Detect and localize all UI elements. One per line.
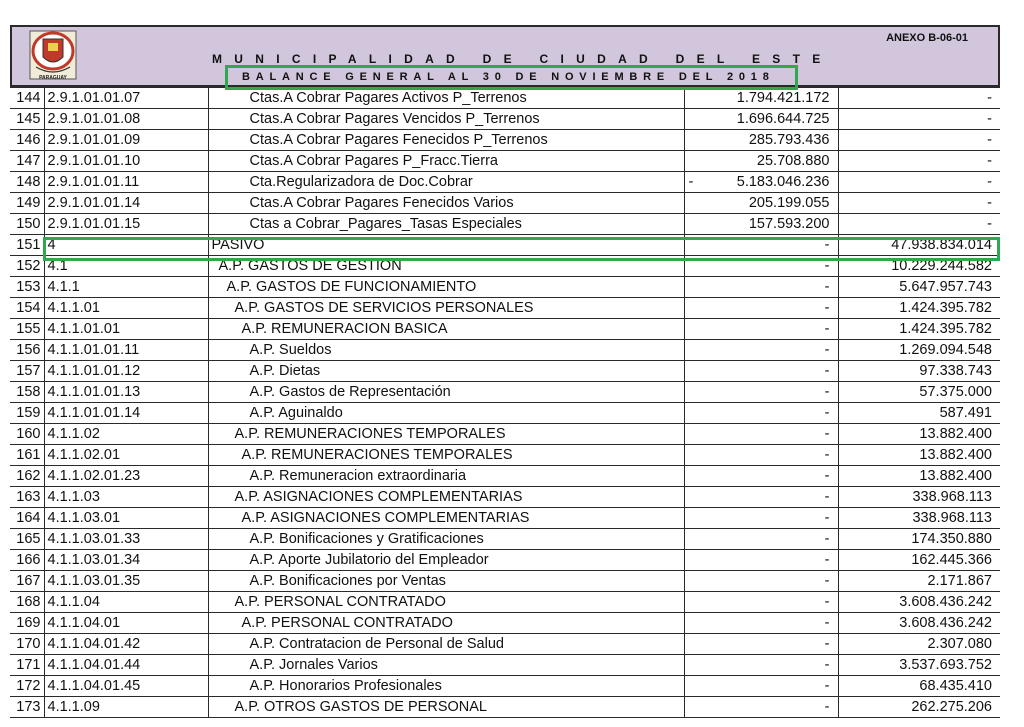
row-number: 152 — [10, 256, 44, 277]
account-description: A.P. Jornales Varios — [208, 655, 684, 676]
row-number: 166 — [10, 550, 44, 571]
debit-amount — [684, 172, 838, 193]
svg-text:PARAGUAY: PARAGUAY — [39, 75, 67, 81]
credit-amount: - — [838, 151, 1000, 172]
debit-value: - — [824, 594, 830, 610]
debit-value: 157.593.200 — [748, 216, 830, 232]
account-code: 4.1.1.01.01.14 — [44, 403, 208, 424]
debit-amount — [684, 508, 838, 529]
credit-amount: 13.882.400 — [838, 466, 1000, 487]
account-code: 4.1.1.03.01.33 — [44, 529, 208, 550]
account-code: 4.1.1.01 — [44, 298, 208, 319]
table-row — [10, 361, 1000, 382]
account-code: 2.9.1.01.01.08 — [44, 109, 208, 130]
account-description: A.P. Aguinaldo — [208, 403, 684, 424]
debit-value: - — [824, 405, 830, 421]
debit-amount — [684, 403, 838, 424]
account-description: A.P. PERSONAL CONTRATADO — [208, 613, 684, 634]
row-number: 157 — [10, 361, 44, 382]
account-description: A.P. REMUNERACIONES TEMPORALES — [208, 424, 684, 445]
account-code: 4.1.1.01.01.13 — [44, 382, 208, 403]
table-row — [10, 424, 1000, 445]
credit-amount: 3.537.693.752 — [838, 655, 1000, 676]
account-code: 4.1.1.02.01.23 — [44, 466, 208, 487]
account-code: 4.1.1.04 — [44, 592, 208, 613]
credit-amount: 5.647.957.743 — [838, 277, 1000, 298]
debit-amount — [684, 529, 838, 550]
debit-value: 25.708.880 — [756, 153, 830, 169]
annex-code: ANEXO B-06-01 — [886, 32, 968, 44]
account-description: Ctas.A Cobrar Pagares Vencidos P_Terrenos — [208, 109, 684, 130]
municipal-coat-of-arms-logo — [28, 29, 78, 83]
row-number: 155 — [10, 319, 44, 340]
credit-amount: 13.882.400 — [838, 424, 1000, 445]
table-row — [10, 550, 1000, 571]
table-row — [10, 466, 1000, 487]
debit-value: - — [824, 678, 830, 694]
debit-value: - — [824, 363, 830, 379]
account-code: 4.1.1.02.01 — [44, 445, 208, 466]
row-number: 154 — [10, 298, 44, 319]
credit-amount: - — [838, 172, 1000, 193]
credit-amount: 338.968.113 — [838, 487, 1000, 508]
account-code: 2.9.1.01.01.09 — [44, 130, 208, 151]
debit-value: - — [824, 321, 830, 337]
account-code: 4.1.1.04.01 — [44, 613, 208, 634]
debit-value: - — [824, 699, 830, 715]
table-row — [10, 298, 1000, 319]
table-row — [10, 697, 1000, 718]
debit-value: - — [824, 489, 830, 505]
report-subtitle: BALANCE GENERAL AL 30 DE NOVIEMBRE DEL 2018 — [242, 71, 775, 83]
credit-amount: 2.171.867 — [838, 571, 1000, 592]
debit-value: - — [824, 237, 830, 253]
account-code: 2.9.1.01.01.11 — [44, 172, 208, 193]
row-number: 167 — [10, 571, 44, 592]
account-code: 2.9.1.01.01.10 — [44, 151, 208, 172]
row-number: 147 — [10, 151, 44, 172]
account-code: 4.1 — [44, 256, 208, 277]
credit-amount: - — [838, 109, 1000, 130]
account-code: 2.9.1.01.01.15 — [44, 214, 208, 235]
row-number: 170 — [10, 634, 44, 655]
debit-value: - — [824, 447, 830, 463]
debit-value: - — [824, 342, 830, 358]
credit-amount: 97.338.743 — [838, 361, 1000, 382]
account-code: 4.1.1.03.01.34 — [44, 550, 208, 571]
row-number: 158 — [10, 382, 44, 403]
negative-sign: - — [688, 174, 694, 190]
credit-amount: 262.275.206 — [838, 697, 1000, 718]
debit-amount — [684, 214, 838, 235]
debit-value: - — [824, 573, 830, 589]
account-description: A.P. Gastos de Representación — [208, 382, 684, 403]
account-code: 2.9.1.01.01.07 — [44, 88, 208, 109]
debit-amount — [684, 382, 838, 403]
debit-value: 5.183.046.236 — [736, 174, 830, 190]
account-description: A.P. REMUNERACION BASICA — [208, 319, 684, 340]
account-description: Ctas a Cobrar_Pagares_Tasas Especiales — [208, 214, 684, 235]
highlight-pasivo-row-box — [43, 237, 1000, 261]
account-description: Ctas.A Cobrar Pagares Activos P_Terrenos — [208, 88, 684, 109]
account-description: A.P. REMUNERACIONES TEMPORALES — [208, 445, 684, 466]
account-code: 4 — [44, 235, 208, 256]
row-number: 165 — [10, 529, 44, 550]
credit-amount: 162.445.366 — [838, 550, 1000, 571]
row-number: 146 — [10, 130, 44, 151]
table-row — [10, 340, 1000, 361]
debit-amount — [684, 676, 838, 697]
table-row — [10, 592, 1000, 613]
row-number: 172 — [10, 676, 44, 697]
debit-value: 205.199.055 — [748, 195, 830, 211]
account-description: A.P. ASIGNACIONES COMPLEMENTARIAS — [208, 487, 684, 508]
table-row — [10, 403, 1000, 424]
debit-amount — [684, 487, 838, 508]
row-number: 171 — [10, 655, 44, 676]
row-number: 151 — [10, 235, 44, 256]
account-code: 4.1.1.02 — [44, 424, 208, 445]
credit-amount: 10.229.244.582 — [838, 256, 1000, 277]
credit-amount: 1.424.395.782 — [838, 298, 1000, 319]
account-code: 4.1.1.04.01.42 — [44, 634, 208, 655]
debit-amount — [684, 466, 838, 487]
account-code: 4.1.1.03.01 — [44, 508, 208, 529]
table-row — [10, 445, 1000, 466]
table-row — [10, 109, 1000, 130]
credit-amount: - — [838, 130, 1000, 151]
row-number: 148 — [10, 172, 44, 193]
debit-amount — [684, 424, 838, 445]
account-code: 4.1.1.01.01.11 — [44, 340, 208, 361]
account-code: 4.1.1.03.01.35 — [44, 571, 208, 592]
debit-amount — [684, 655, 838, 676]
table-row — [10, 487, 1000, 508]
account-description: A.P. GASTOS DE FUNCIONAMIENTO — [208, 277, 684, 298]
account-description: A.P. OTROS GASTOS DE PERSONAL — [208, 697, 684, 718]
table-row — [10, 172, 1000, 193]
account-code: 4.1.1.09 — [44, 697, 208, 718]
debit-value: - — [824, 426, 830, 442]
debit-value: 1.794.421.172 — [736, 90, 830, 106]
account-description: A.P. ASIGNACIONES COMPLEMENTARIAS — [208, 508, 684, 529]
debit-amount — [684, 571, 838, 592]
credit-amount: 587.491 — [838, 403, 1000, 424]
table-row — [10, 277, 1000, 298]
account-description: Cta.Regularizadora de Doc.Cobrar — [208, 172, 684, 193]
debit-amount — [684, 193, 838, 214]
debit-amount — [684, 634, 838, 655]
account-description: A.P. Remuneracion extraordinaria — [208, 466, 684, 487]
credit-amount: 338.968.113 — [838, 508, 1000, 529]
balance-table — [10, 87, 1000, 718]
row-number: 162 — [10, 466, 44, 487]
debit-amount — [684, 130, 838, 151]
row-number: 163 — [10, 487, 44, 508]
account-code: 4.1.1.01.01 — [44, 319, 208, 340]
debit-amount — [684, 88, 838, 109]
row-number: 145 — [10, 109, 44, 130]
debit-amount — [684, 697, 838, 718]
account-code: 4.1.1 — [44, 277, 208, 298]
row-number: 150 — [10, 214, 44, 235]
credit-amount: 1.424.395.782 — [838, 319, 1000, 340]
account-description: A.P. Sueldos — [208, 340, 684, 361]
table-row — [10, 529, 1000, 550]
row-number: 164 — [10, 508, 44, 529]
debit-amount — [684, 592, 838, 613]
table-row — [10, 508, 1000, 529]
account-description: A.P. GASTOS DE GESTION — [208, 256, 684, 277]
account-description: A.P. PERSONAL CONTRATADO — [208, 592, 684, 613]
row-number: 168 — [10, 592, 44, 613]
credit-amount: 2.307.080 — [838, 634, 1000, 655]
debit-value: - — [824, 615, 830, 631]
credit-amount: 47.938.834.014 — [838, 235, 1000, 256]
debit-value: - — [824, 531, 830, 547]
row-number: 173 — [10, 697, 44, 718]
row-number: 153 — [10, 277, 44, 298]
account-code: 2.9.1.01.01.14 — [44, 193, 208, 214]
credit-amount: 1.269.094.548 — [838, 340, 1000, 361]
row-number: 149 — [10, 193, 44, 214]
row-number: 160 — [10, 424, 44, 445]
debit-amount — [684, 340, 838, 361]
debit-amount — [684, 109, 838, 130]
table-row — [10, 676, 1000, 697]
debit-amount — [684, 319, 838, 340]
account-description: A.P. Dietas — [208, 361, 684, 382]
row-number: 169 — [10, 613, 44, 634]
table-row — [10, 634, 1000, 655]
table-row — [10, 130, 1000, 151]
table-row — [10, 88, 1000, 109]
account-description: A.P. Aporte Jubilatorio del Empleador — [208, 550, 684, 571]
debit-value: - — [824, 384, 830, 400]
debit-amount — [684, 613, 838, 634]
account-description: A.P. GASTOS DE SERVICIOS PERSONALES — [208, 298, 684, 319]
account-code: 4.1.1.03 — [44, 487, 208, 508]
debit-value: - — [824, 657, 830, 673]
account-description: PASIVO — [208, 235, 684, 256]
debit-value: - — [824, 468, 830, 484]
debit-amount — [684, 277, 838, 298]
table-row — [10, 613, 1000, 634]
debit-value: - — [824, 636, 830, 652]
balance-sheet-page — [10, 25, 1002, 727]
credit-amount: - — [838, 88, 1000, 109]
table-row — [10, 319, 1000, 340]
account-description: Ctas.A Cobrar Pagares Fenecidos Varios — [208, 193, 684, 214]
account-description: A.P. Honorarios Profesionales — [208, 676, 684, 697]
table-row — [10, 214, 1000, 235]
account-description: Ctas.A Cobrar Pagares Fenecidos P_Terrenos — [208, 130, 684, 151]
credit-amount: 174.350.880 — [838, 529, 1000, 550]
account-code: 4.1.1.01.01.12 — [44, 361, 208, 382]
table-row — [10, 382, 1000, 403]
credit-amount: 68.435.410 — [838, 676, 1000, 697]
debit-amount — [684, 550, 838, 571]
table-row — [10, 571, 1000, 592]
table-row — [10, 655, 1000, 676]
debit-value: - — [824, 552, 830, 568]
row-number: 159 — [10, 403, 44, 424]
credit-amount: - — [838, 214, 1000, 235]
credit-amount: 3.608.436.242 — [838, 613, 1000, 634]
debit-amount — [684, 151, 838, 172]
account-description: A.P. Bonificaciones y Gratificaciones — [208, 529, 684, 550]
credit-amount: 13.882.400 — [838, 445, 1000, 466]
table-row — [10, 151, 1000, 172]
credit-amount: - — [838, 193, 1000, 214]
debit-value: 285.793.436 — [748, 132, 830, 148]
debit-amount — [684, 361, 838, 382]
highlight-title-box — [225, 65, 798, 90]
debit-value: 1.696.644.725 — [736, 111, 830, 127]
credit-amount: 3.608.436.242 — [838, 592, 1000, 613]
debit-amount — [684, 298, 838, 319]
account-code: 4.1.1.04.01.44 — [44, 655, 208, 676]
account-code: 4.1.1.04.01.45 — [44, 676, 208, 697]
account-description: Ctas.A Cobrar Pagares P_Fracc.Tierra — [208, 151, 684, 172]
account-description: A.P. Contratacion de Personal de Salud — [208, 634, 684, 655]
debit-value: - — [824, 300, 830, 316]
debit-amount — [684, 445, 838, 466]
table-row — [10, 193, 1000, 214]
debit-value: - — [824, 510, 830, 526]
row-number: 144 — [10, 88, 44, 109]
account-description: A.P. Bonificaciones por Ventas — [208, 571, 684, 592]
row-number: 156 — [10, 340, 44, 361]
debit-value: - — [824, 279, 830, 295]
row-number: 161 — [10, 445, 44, 466]
credit-amount: 57.375.000 — [838, 382, 1000, 403]
institution-title: MUNICIPALIDAD DE CIUDAD DEL ESTE — [212, 52, 833, 66]
debit-value: - — [824, 258, 830, 274]
